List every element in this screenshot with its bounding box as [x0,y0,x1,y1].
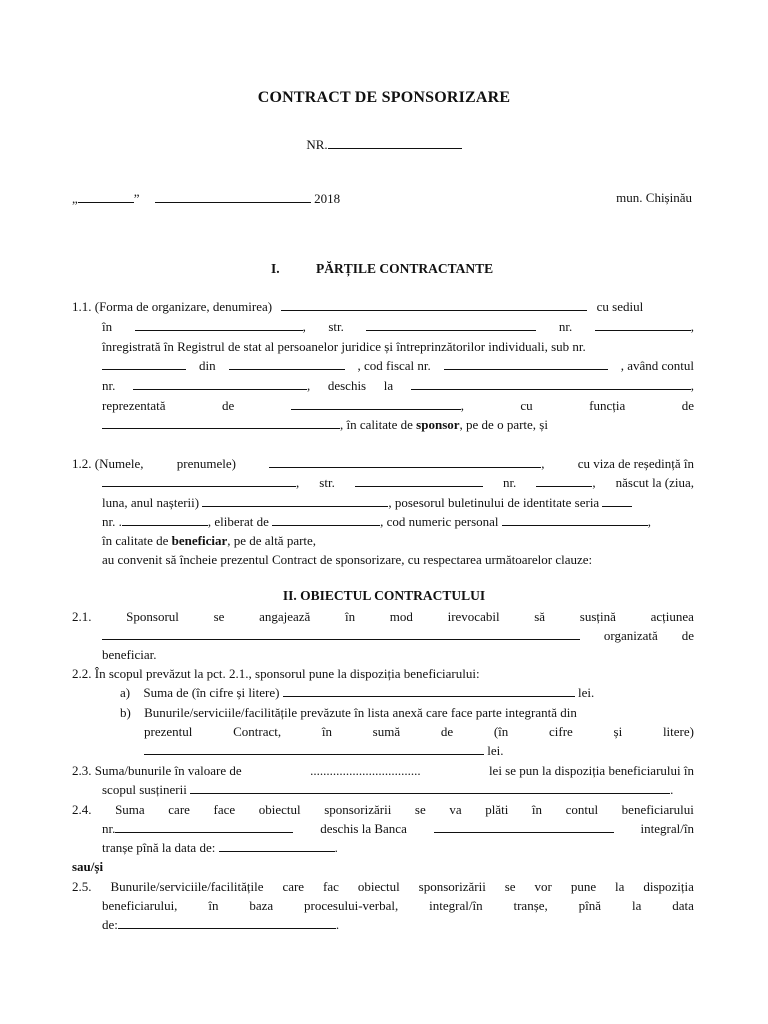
clause-1-1-line-7: , în calitate de sponsor, pe de o parte, și [102,416,548,434]
person-street-nr-blank[interactable] [536,474,592,487]
clause-2-2-b-line-3: lei. [144,742,504,760]
street-blank[interactable] [366,318,536,331]
clause-2-1-line-2: organizată de [102,627,694,645]
clause-1-1-line-2: în , str. nr. , [102,319,694,334]
payment-date-blank[interactable] [219,839,335,852]
clause-2-5-line-2: beneficiarului, în baza procesului-verbal, integral/în tranșe, pînă la data [102,898,694,913]
account-blank[interactable] [133,377,307,390]
nr-label: NR. [306,137,328,152]
contract-page: CONTRACT DE SPONSORIZARE NR. „ ” 2018 mun. Chișinău I. PĂRȚILE CONTRACTANTE 1.1. (Forma de organizare, denumirea) cu sediul în , str. nr. , înregistrată în Registrul de stat al persoanelor juridice și întreprinzătorilor individuali, sub nr. din , cod fiscal nr. , având contul nr. , deschis la , reprezentată de , cu funcția de , în calitate de sponsor, pe de o parte, și 1.2. (Numele, prenumele) , cu viza de reședință în , str. nr. , născut la (ziua, luna, anul nașterii) , posesorul buletinului de identitate seria nr. . , eliberat de , cod numeric personal , în calitate de beneficiar, pe de altă parte, au convenit să încheie prezentul Contract de sponsorizare, cu respectarea următoarelor clauze: II. OBIECTUL CONTRACTULUI 2.1. Sponsorul se angajează în mod irevocabil să susțină acțiunea organizată de beneficiar. 2.2. În scopul prevăzut la pct. 2.1., sponsorul pune la dispoziția beneficiarului: a) Suma de (în cifre și litere) lei. b) Bunurile/serviciile/facilitățile prevăzute în lista anexă care face parte integrantă din prezentul Contract, în sumă de (în cifre și litere) lei. 2.3. Suma/bunurile în valoare de .................................. lei se pun la dispoziția beneficiarului în scopul susținerii . 2.4. Suma care face obiectul sponsorizării se va plăti în contul beneficiarului nr. deschis la Banca integral/în tranșe pînă la data de: . sau/și 2.5. Bunurile/serviciile/facilitățile care fac obiectul sponsorizării se vor pune la dispoziția beneficiarului, în baza procesului-verbal, integral/în tranșe, pînă la data de: . [0,0,768,1024]
beneficiary-bank-blank[interactable] [434,820,614,833]
document-title: CONTRACT DE SPONSORIZARE [257,89,511,106]
day-blank[interactable] [78,190,134,203]
nr-blank[interactable] [328,136,462,149]
amount-blank[interactable] [283,684,575,697]
personal-code-blank[interactable] [502,513,648,526]
residence-blank[interactable] [102,474,296,487]
person-street-blank[interactable] [355,474,483,487]
clause-1-1-line-3: înregistrată în Registrul de stat al persoanelor juridice și întreprinzătorilor individuali, sub nr. [102,339,586,354]
contract-number-line [0,136,768,153]
action-blank[interactable] [102,627,580,640]
or-separator: sau/și [72,859,104,874]
denumire-blank[interactable] [281,298,587,311]
function-blank[interactable] [102,416,340,429]
clause-2-4-line-3: tranșe pînă la data de: . [102,840,338,855]
year: 2018 [314,191,341,206]
clause-1-2-line-6: au convenit să încheie prezentul Contract de sponsorizare, cu respectarea următoarelor clauze: [102,552,593,567]
clause-1-2-line-2: , str. nr. , născut la (ziua, [102,474,694,492]
beneficiary-account-blank[interactable] [115,820,293,833]
person-name-blank[interactable] [269,455,541,468]
clause-2-5-line-3: de: . [102,917,340,932]
representative-blank[interactable] [291,397,461,410]
clause-2-5-line-1: 2.5. Bunurile/serviciile/facilitățile care fac obiectul sponsorizării se vor pune la dispoziția [72,879,694,894]
clause-1-2-line-1: 1.2. (Numele, prenumele) , cu viza de reședință în [72,456,694,471]
sediu-blank[interactable] [135,318,303,331]
purpose-blank[interactable] [190,781,670,794]
id-nr-blank[interactable] [122,513,208,526]
issued-by-blank[interactable] [272,513,380,526]
clause-2-1-line-3: beneficiar. [102,647,157,662]
clause-1-1-line-4: din , cod fiscal nr. , având contul [102,357,694,375]
clause-2-2-a: a) Suma de (în cifre și litere) lei. [120,685,595,700]
handover-date-blank[interactable] [118,916,336,929]
city: mun. Chișinău [616,190,692,205]
clause-2-3-line-2: scopul susținerii . [102,782,674,797]
date-row: „ ” 2018 mun. Chișinău [72,190,692,206]
clause-2-4-line-1: 2.4. Suma care face obiectul sponsorizării se va plăti în contul beneficiarului [72,802,694,817]
clause-2-2-b-line-1: b) Bunurile/serviciile/facilitățile prevăzute în lista anexă care face parte integrantă din [120,705,577,720]
fiscal-code-blank[interactable] [444,357,608,370]
clause-2-3-line-1: 2.3. Suma/bunurile în valoare de .................................. lei se pun la dispoziția beneficiarului în [72,763,694,778]
clause-2-2-line-1: 2.2. În scopul prevăzut la pct. 2.1., sponsorul pune la dispoziția beneficiarului: [72,666,480,681]
clause-1-2-line-5: în calitate de beneficiar, pe de altă parte, [102,533,317,548]
clause-1-2-line-4: nr. . , eliberat de , cod numeric personal , [102,514,652,529]
birth-date-blank[interactable] [202,494,388,507]
goods-amount-blank[interactable] [144,742,484,755]
clause-2-1-line-1: 2.1. Sponsorul se angajează în mod irevocabil să susțină acțiunea [72,609,694,624]
clause-1-2-line-3: luna, anul nașterii) , posesorul buletinului de identitate seria [102,494,632,512]
clause-1-1-line-6: reprezentată de , cu funcția de [102,398,694,413]
clause-2-4-line-2: nr. deschis la Banca integral/în [102,821,694,836]
reg-nr-blank[interactable] [102,357,186,370]
street-nr-blank[interactable] [595,318,691,331]
clause-2-2-b-line-2: prezentul Contract, în sumă de (în cifre și litere) [144,724,694,739]
clause-1-1-line-5: nr. , deschis la , [102,378,694,393]
reg-date-blank[interactable] [229,357,345,370]
section-2-heading: II. OBIECTUL CONTRACTULUI [282,588,486,603]
month-blank[interactable] [155,190,311,203]
id-series-blank[interactable] [602,494,632,507]
bank-blank[interactable] [411,377,691,390]
clause-1-1-line-1: 1.1. (Forma de organizare, denumirea) cu sediul [72,299,644,314]
